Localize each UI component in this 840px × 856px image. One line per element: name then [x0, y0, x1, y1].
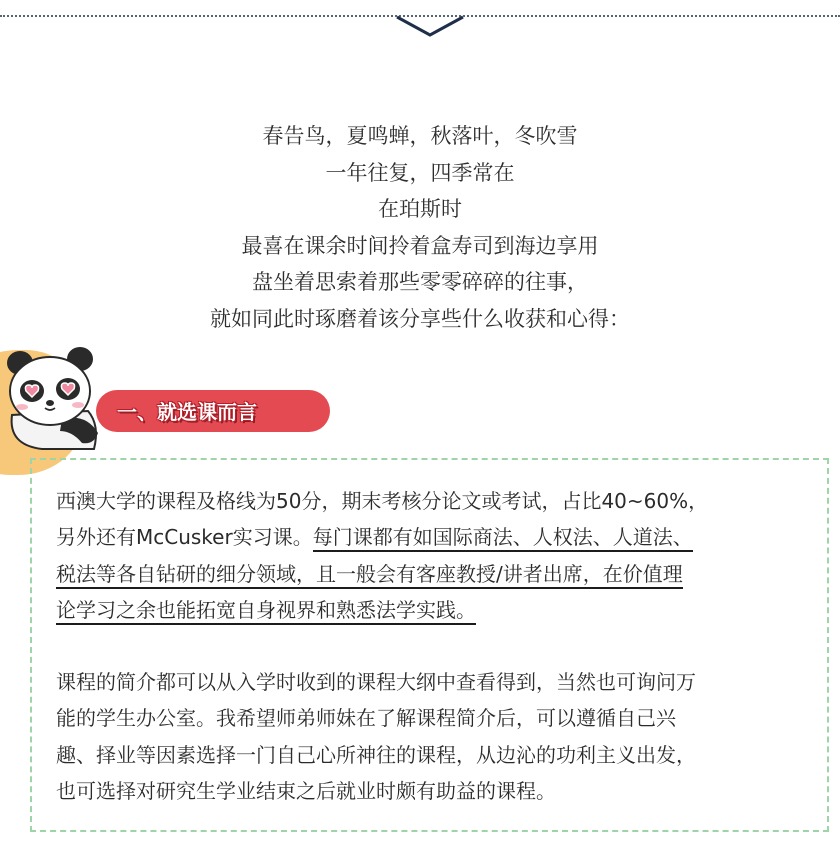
poem-line: 春告鸟，夏鸣蝉，秋落叶，冬吹雪 [262, 124, 578, 148]
poem-line: 一年往复，四季常在 [325, 160, 515, 185]
poem-line: 最喜在课余时间拎着盒寿司到海边享用 [241, 233, 599, 258]
paragraph-line: 课程的简介都可以从入学时收到的课程大纲中查看得到，当然也可询问万 [56, 670, 696, 694]
underlined-text: 税法等各自钻研的细分领域，且一般会有客座教授/讲者出席，在价值理 [56, 562, 683, 589]
paragraph-line [56, 519, 816, 555]
underlined-text: 论学习之余也能拓宽自身视界和熟悉法学实践。 [56, 598, 476, 625]
paragraph-line: 能的学生办公室。我希望师弟师妹在了解课程简介后，可以遵循自己兴 [56, 706, 676, 731]
paragraph-course-intro [56, 664, 816, 810]
paragraph-line: 西澳大学的课程及格线为50分，期末考核分论文或考试，占比40~60%， [56, 489, 709, 513]
chevron-down-icon [394, 14, 466, 40]
poem-line: 在珀斯时 [378, 197, 462, 222]
paragraph-line: 趣、择业等因素选择一门自己心所神往的课程，从边沁的功利主义出发， [56, 742, 696, 767]
paragraph-line: 也可选择对研究生学业结束之后就业时颇有助益的课程。 [56, 779, 556, 804]
section-title: 一、就选课而言 [117, 400, 257, 424]
paragraph-grading [56, 483, 816, 629]
intro-poem [0, 118, 840, 338]
plain-text: 另外还有McCusker实习课。 [56, 525, 313, 550]
paragraph-line [56, 556, 816, 592]
paragraph-line [56, 592, 816, 628]
poem-line: 就如同此时琢磨着该分享些什么收获和心得： [210, 306, 630, 331]
underlined-text: 每门课都有如国际商法、人权法、人道法、 [313, 525, 693, 552]
poem-line: 盘坐着思索着那些零零碎碎的往事， [252, 270, 588, 295]
panda-icon [2, 345, 102, 450]
